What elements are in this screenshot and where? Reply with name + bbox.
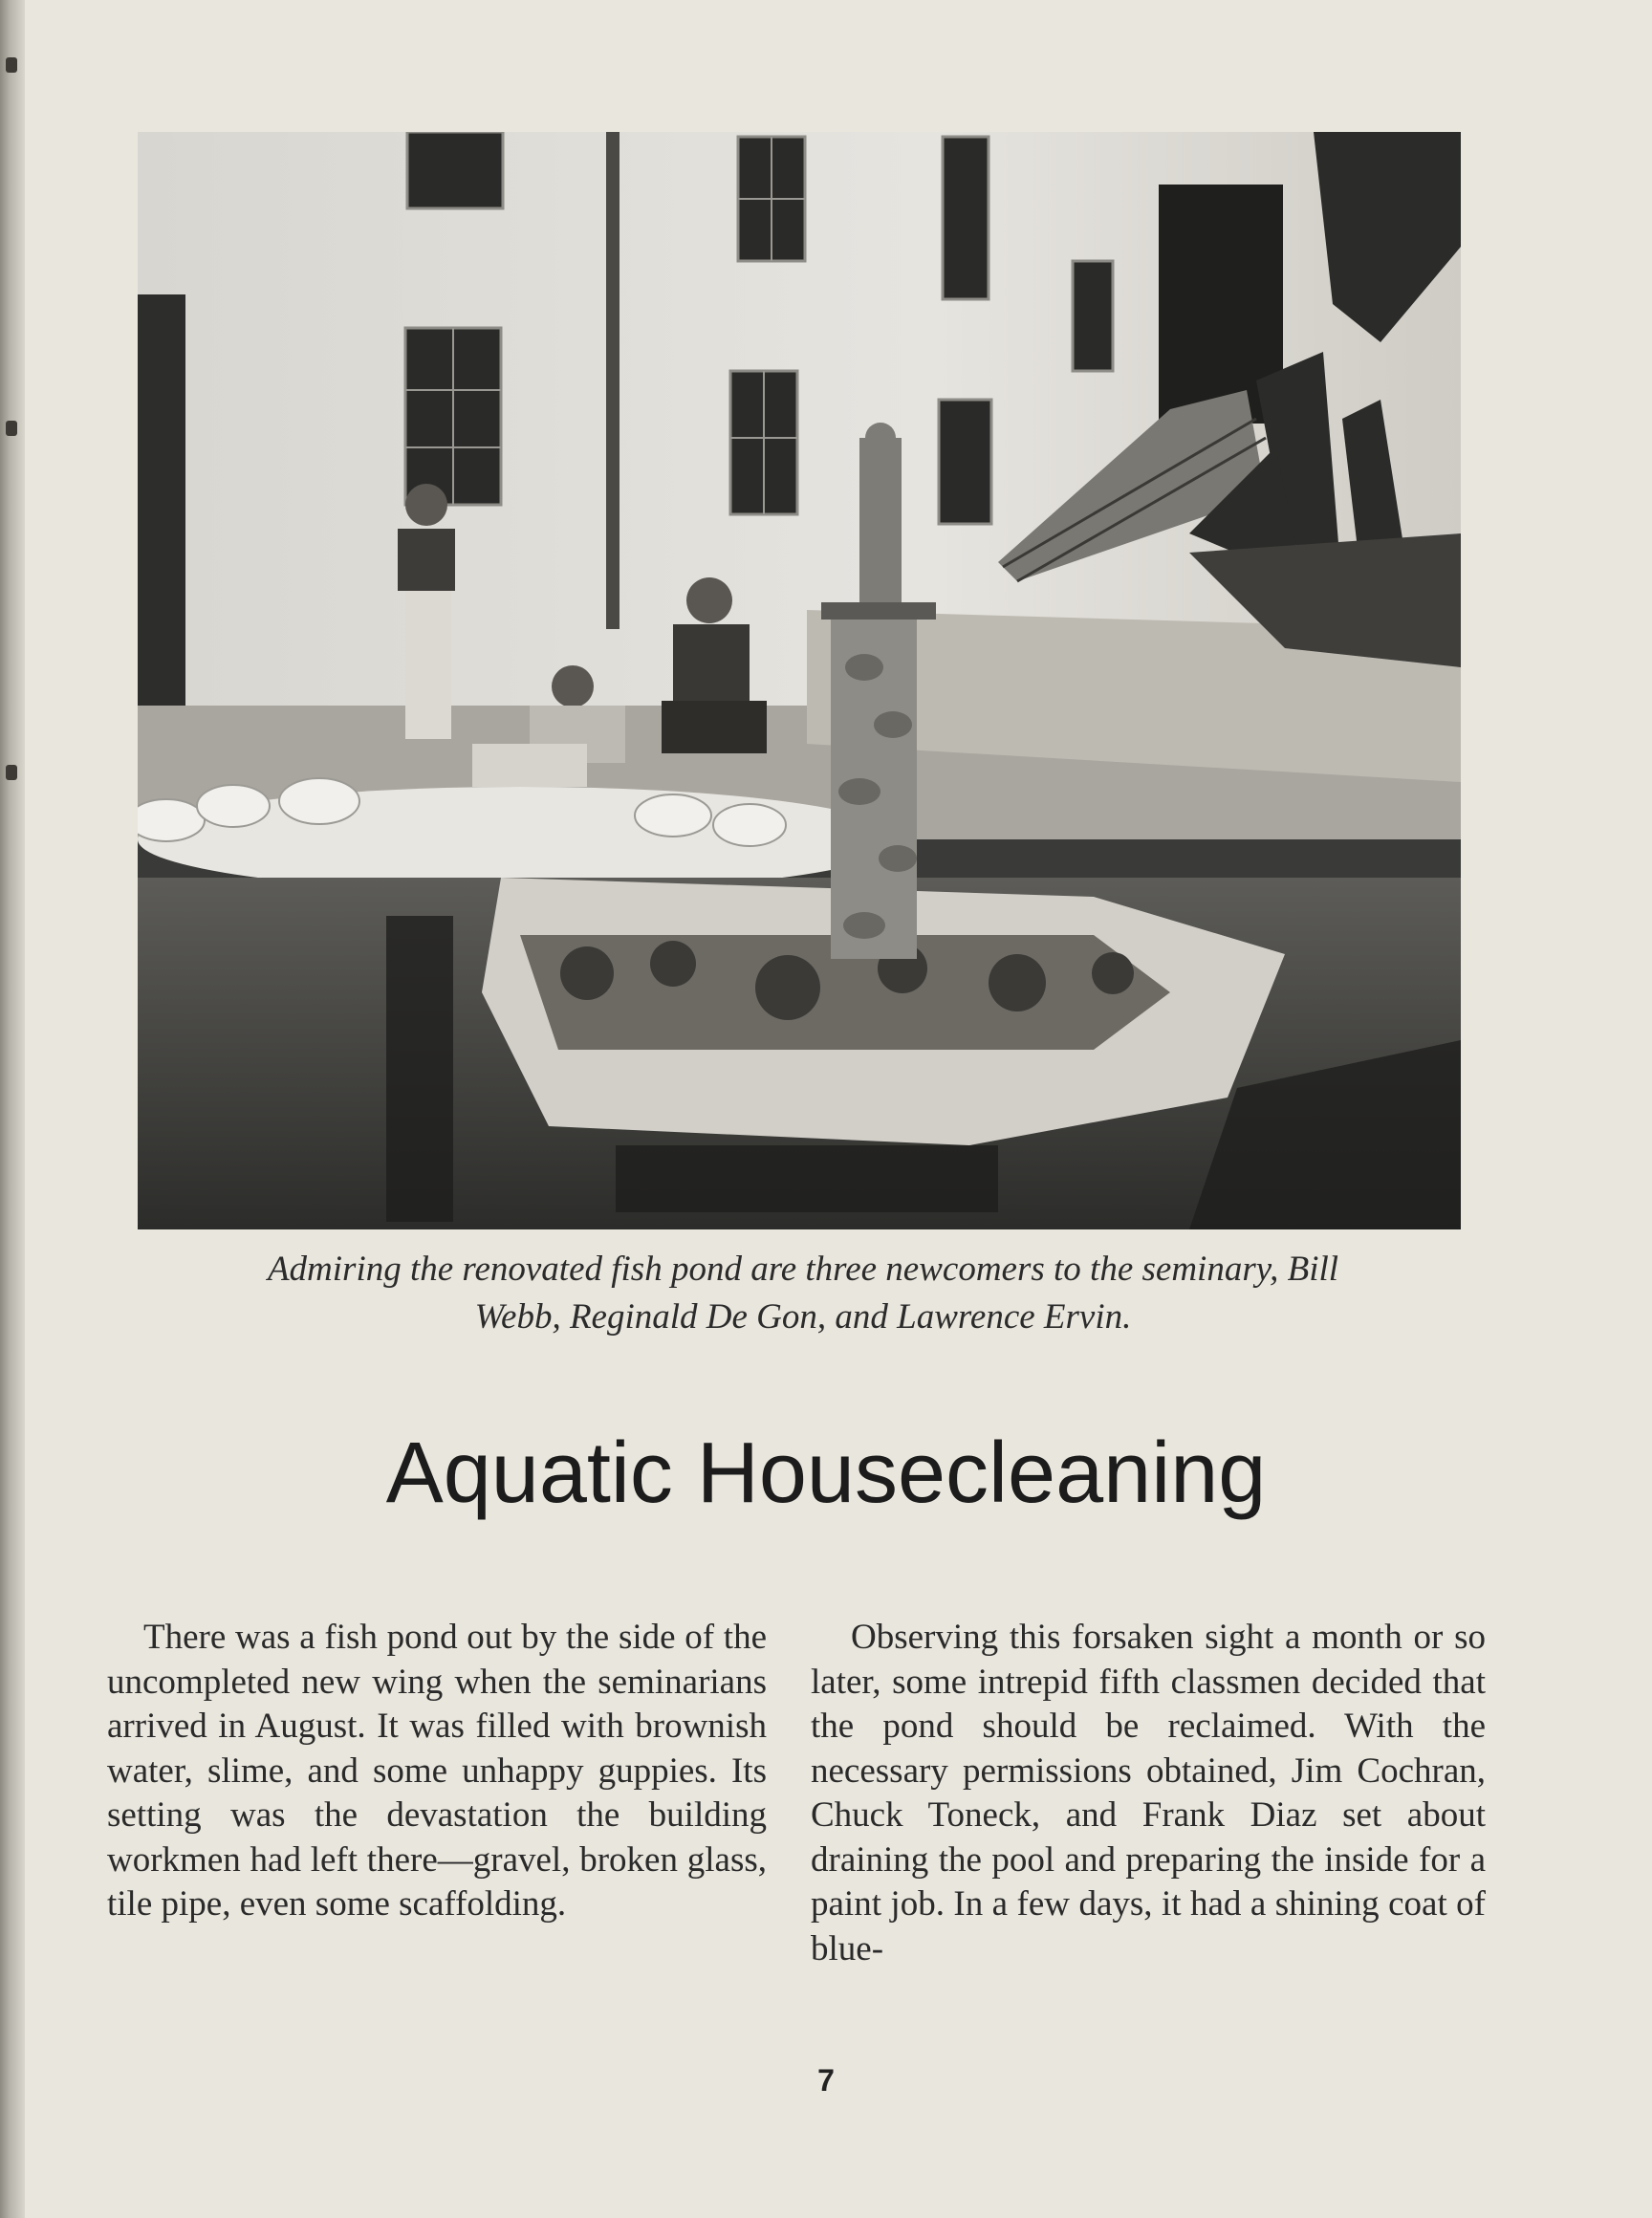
staple <box>6 57 17 73</box>
photo-caption <box>115 1246 1491 1341</box>
staple <box>6 421 17 436</box>
caption-line-2: Webb, Reginald De Gon, and Lawrence Ervin. <box>474 1297 1132 1337</box>
photo-illustration <box>138 132 1461 1229</box>
caption-line-1: Admiring the renovated fish pond are three newcomers to the seminary, Bill <box>267 1250 1339 1289</box>
page-number: 7 <box>817 2063 835 2098</box>
article-title: Aquatic Housecleaning <box>385 1425 1267 1521</box>
fish-pond-photo <box>138 132 1461 1229</box>
staple <box>6 765 17 780</box>
article-column-left: There was a fish pond out by the side of the uncompleted new wing when the seminarians arrived in August. It was filled with brownish water, slime, and some unhappy guppies. Its setting was the devastation the building workmen had left there—gravel, broken glass, tile pipe, even some scaffolding. <box>107 1618 767 1924</box>
page-binding <box>0 0 25 2218</box>
article-column-right: Observing this forsaken sight a month or so later, some intrepid fifth classmen decided that the pond should be reclaimed. With the necessary permissions obtained, Jim Cochran, Chuck Toneck, and Frank Diaz set about draining the pool and preparing the inside for a paint job. In a few days, it had a shining coat of blue- <box>811 1618 1486 1968</box>
